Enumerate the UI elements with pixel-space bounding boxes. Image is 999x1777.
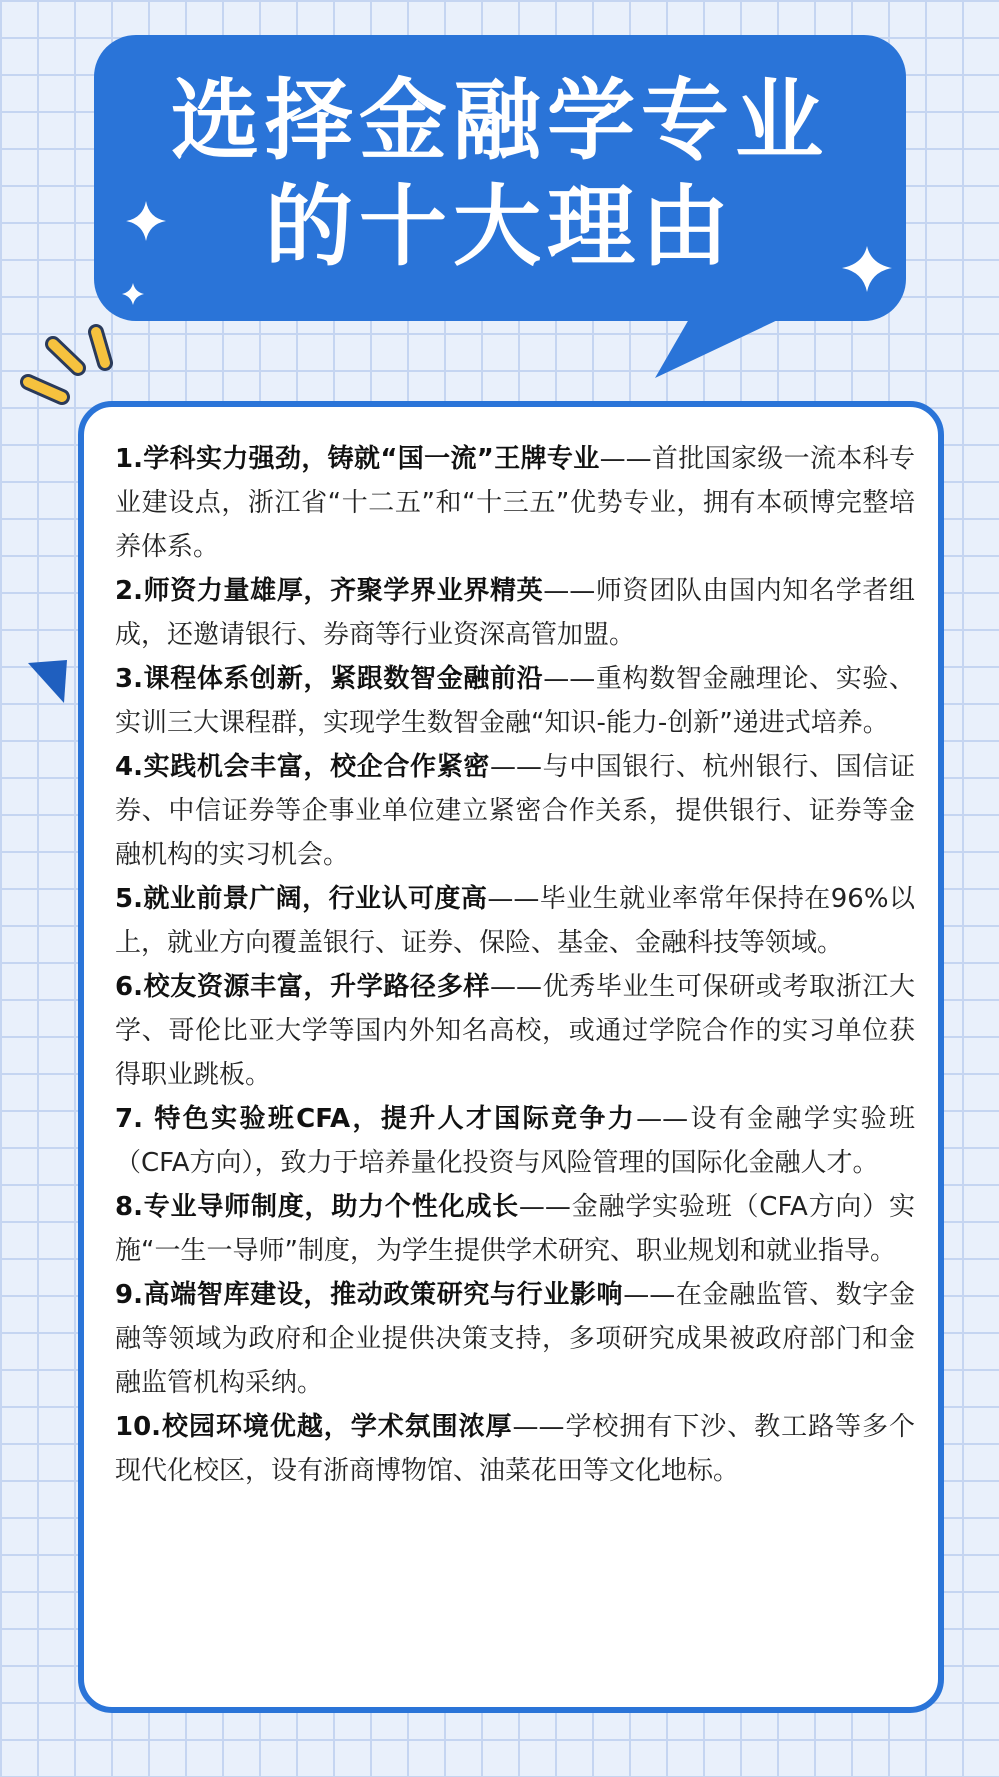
item-body: ——毕业生就业率常年保持在96%以上，就业方向覆盖银行、证券、保险、基金、金融科技等领域。 bbox=[115, 884, 915, 958]
item-body: ——在金融监管、数字金融等领域为政府和企业提供决策支持，多项研究成果被政府部门和金融监管机构采纳。 bbox=[115, 1280, 915, 1398]
item-body: ——设有金融学实验班（CFA方向），致力于培养量化投资与风险管理的国际化金融人才。 bbox=[115, 1104, 915, 1178]
item-body: ——重构数智金融理论、实验、实训三大课程群，实现学生数智金融“知识-能力-创新”递进式培养。 bbox=[115, 664, 915, 738]
item-body: ——师资团队由国内知名学者组成，还邀请银行、券商等行业资深高管加盟。 bbox=[115, 576, 915, 650]
item-heading: 7. 特色实验班CFA，提升人才国际竞争力 bbox=[115, 1104, 637, 1134]
item-heading: 6.校友资源丰富，升学路径多样 bbox=[115, 972, 490, 1002]
title-line-1: 选择金融学专业 bbox=[170, 69, 829, 172]
item-heading: 1.学科实力强劲，铸就“国一流”王牌专业 bbox=[115, 444, 600, 474]
item-body: ——学校拥有下沙、教工路等多个现代化校区，设有浙商博物馆、油菜花田等文化地标。 bbox=[115, 1412, 915, 1486]
item-body: ——与中国银行、杭州银行、国信证券、中信证券等企事业单位建立紧密合作关系，提供银行、证券等金融机构的实习机会。 bbox=[115, 752, 915, 870]
reasons-list bbox=[115, 437, 915, 1493]
list-item bbox=[115, 877, 915, 965]
list-item bbox=[115, 965, 915, 1097]
item-heading: 5.就业前景广阔，行业认可度高 bbox=[115, 884, 488, 914]
item-heading: 10.校园环境优越，学术氛围浓厚 bbox=[115, 1412, 513, 1442]
title-line-2: 的十大理由 bbox=[264, 175, 735, 278]
list-item bbox=[115, 1273, 915, 1405]
item-heading: 4.实践机会丰富，校企合作紧密 bbox=[115, 752, 490, 782]
triangle-marker-icon bbox=[28, 660, 67, 703]
list-item bbox=[115, 1405, 915, 1493]
item-body: ——首批国家级一流本科专业建设点，浙江省“十二五”和“十三五”优势专业，拥有本硕博完整培养体系。 bbox=[115, 444, 915, 562]
list-item bbox=[115, 657, 915, 745]
item-heading: 9.高端智库建设，推动政策研究与行业影响 bbox=[115, 1280, 624, 1310]
item-heading: 8.专业导师制度，助力个性化成长 bbox=[115, 1192, 519, 1222]
item-body: ——金融学实验班（CFA方向）实施“一生一导师”制度，为学生提供学术研究、职业规划和就业指导。 bbox=[115, 1192, 915, 1266]
item-heading: 2.师资力量雄厚，齐聚学界业界精英 bbox=[115, 576, 544, 606]
list-item bbox=[115, 745, 915, 877]
item-body: ——优秀毕业生可保研或考取浙江大学、哥伦比亚大学等国内外知名高校，或通过学院合作的实习单位获得职业跳板。 bbox=[115, 972, 915, 1090]
list-item bbox=[115, 1097, 915, 1185]
list-item bbox=[115, 1185, 915, 1273]
list-item bbox=[115, 569, 915, 657]
list-item bbox=[115, 437, 915, 569]
item-heading: 3.课程体系创新，紧跟数智金融前沿 bbox=[115, 664, 544, 694]
page-title bbox=[94, 68, 906, 280]
